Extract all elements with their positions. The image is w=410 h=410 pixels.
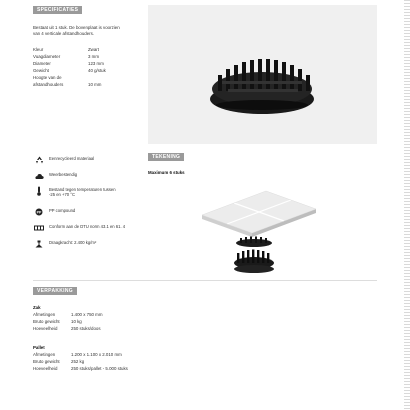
spec-intro-line-1: Bestaat uit 1 stuk. De bovenplaat is voorzien: [33, 25, 120, 30]
packaging-key: Bruto gewicht: [33, 359, 60, 364]
feature-item: [34, 172, 77, 180]
spec-key: Vuagdiameter: [33, 54, 61, 59]
packaging-key: Hoeveelheid: [33, 326, 58, 331]
packaging-row: [33, 358, 84, 365]
spec-value: 40 g/stuk: [88, 68, 106, 73]
feature-label: Weerbestendig: [49, 172, 78, 177]
feature-label-line: -25 en +70 °C: [49, 192, 76, 198]
packaging-row: [33, 318, 82, 325]
packaging-value: 1.200 x 1.100 x 2.010 mm: [71, 352, 122, 357]
tekening-drawing: [190, 185, 330, 285]
spec-value: 3 mm: [88, 54, 99, 59]
packaging-key: Hoeveelheid: [33, 366, 58, 371]
feature-label: Conform aan de DTU norm 43.1 en 61. 4: [49, 224, 126, 229]
packaging-row: [33, 365, 128, 372]
tiles-on-spacer-illustration: [190, 185, 330, 285]
feature-label: Draagkracht: 2.400 kg/m²: [49, 240, 97, 245]
tekening-subtitle: Maximum 6 stuks: [148, 170, 185, 175]
packaging-key: Afmetingen: [33, 312, 56, 317]
packaging-value: 250 stuks/pallet - 5.000 stuks: [71, 366, 128, 371]
feature-label: PP compound: [49, 208, 76, 213]
spec-row: [33, 47, 99, 53]
pp-icon: [34, 208, 44, 216]
spec-key: afstandhouders: [33, 82, 64, 87]
spec-row: [33, 68, 106, 74]
packaging-row: [33, 351, 122, 358]
spec-row: [33, 61, 104, 67]
packaging-key: Afmetingen: [33, 352, 56, 357]
feature-label: Eenrecycleerd materiaal: [49, 156, 95, 161]
spacer-product-image: [148, 5, 377, 144]
spec-value: 123 mm: [88, 61, 104, 66]
spec-key: Kleur: [33, 47, 44, 52]
feature-item: [34, 156, 94, 164]
feature-item: [34, 187, 116, 198]
load-icon: [34, 240, 44, 248]
spec-value: Zwart: [88, 47, 99, 52]
feature-item: [34, 208, 75, 216]
verpakking-tag: VERPAKKING: [33, 287, 77, 295]
feature-label: [49, 187, 116, 198]
feature-item: [34, 240, 96, 248]
svg-text:PP: PP: [36, 210, 42, 215]
spec-row: [33, 82, 101, 88]
spec-key: Diameter: [33, 61, 51, 66]
verpakking-group-title: Zak: [33, 305, 41, 310]
spec-key: Gewicht: [33, 68, 49, 73]
spec-value: 10 mm: [88, 82, 102, 87]
spec-row: [33, 54, 99, 60]
spec-row: [33, 75, 88, 81]
recycle-icon: [34, 156, 44, 164]
cloud-icon: [34, 172, 44, 180]
feature-item: [34, 224, 125, 232]
feature-label-line: Bestand tegen temperaturen tussen: [49, 187, 116, 192]
packaging-value: 250 stuks/doos: [71, 326, 101, 331]
packaging-row: [33, 311, 102, 318]
tekening-tag: TEKENING: [148, 153, 184, 161]
page-edge-scrollbar[interactable]: [404, 0, 410, 410]
packaging-key: Bruto gewicht: [33, 319, 60, 324]
product-photo: [148, 5, 377, 144]
spec-key: Hoogte van de: [33, 75, 62, 80]
thermometer-icon: [34, 187, 44, 195]
packaging-row: [33, 325, 101, 332]
spec-intro-line-2: van 4 verticale afstandhouders.: [33, 31, 95, 36]
dtu-icon: [34, 224, 44, 232]
packaging-value: 1.400 x 750 mm: [71, 312, 103, 317]
verpakking-group-title: Pallet: [33, 345, 45, 350]
packaging-value: 252 kg: [71, 359, 85, 364]
packaging-value: 10 kg: [71, 319, 82, 324]
specificaties-tag: SPECIFICATIES: [33, 6, 82, 14]
section-divider: [33, 280, 377, 281]
